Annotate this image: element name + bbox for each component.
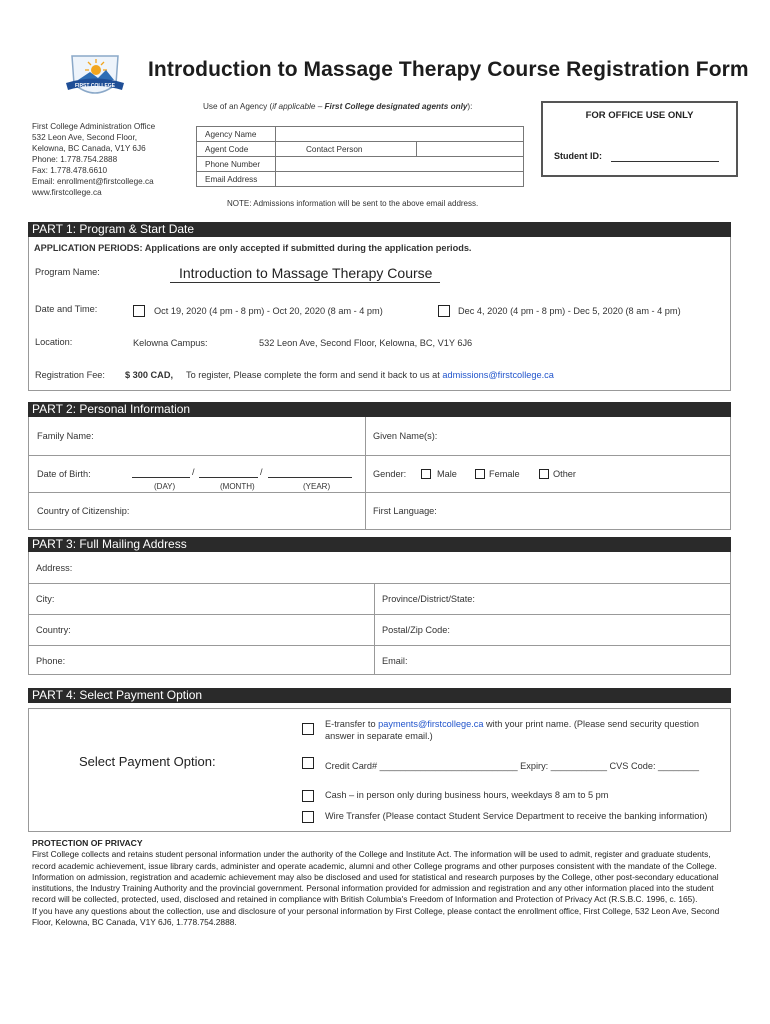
dob-month-field[interactable]: [199, 477, 258, 478]
divider: [28, 583, 731, 584]
part4-header: [28, 688, 731, 703]
office-info-line: www.firstcollege.ca: [32, 188, 102, 197]
given-names-label: Given Name(s):: [373, 431, 438, 441]
credit-card-label: Credit Card# ___________________________ Expiry: ___________ CVS Code: ________: [325, 761, 699, 771]
dob-day-caption: (DAY): [154, 482, 176, 491]
divider: [28, 614, 731, 615]
part3-title: PART 3: Full Mailing Address: [32, 537, 187, 551]
program-name-label: Program Name:: [35, 267, 100, 277]
registration-fee-label: Registration Fee:: [35, 370, 105, 380]
dob-separator: /: [192, 467, 195, 477]
office-info-line: Kelowna, BC Canada, V1Y 6J6: [32, 144, 146, 153]
etransfer-checkbox[interactable]: [302, 723, 314, 735]
program-name-underline: [170, 282, 440, 283]
date-option-2-checkbox[interactable]: [438, 305, 450, 317]
email-label: Email:: [382, 656, 408, 666]
divider: [28, 645, 731, 646]
application-periods: APPLICATION PERIODS: Applications are only accepted if submitted during the application periods.: [34, 243, 472, 253]
date-option-1-label: Oct 19, 2020 (4 pm - 8 pm) - Oct 20, 2020 (8 am - 4 pm): [154, 306, 383, 316]
admissions-email-link[interactable]: admissions@firstcollege.ca: [442, 370, 554, 380]
select-payment-label: Select Payment Option:: [79, 754, 216, 769]
date-option-1-checkbox[interactable]: [133, 305, 145, 317]
part1-title: PART 1: Program & Start Date: [32, 222, 195, 236]
contact-person-label: Contact Person: [276, 142, 417, 157]
dob-day-field[interactable]: [132, 477, 190, 478]
dob-year-caption: (YEAR): [303, 482, 331, 491]
gender-female-checkbox[interactable]: [475, 469, 485, 479]
part2-title: PART 2: Personal Information: [32, 402, 191, 416]
campus-address: 532 Leon Ave, Second Floor, Kelowna, BC, V1Y 6J6: [259, 338, 473, 348]
registration-fee-value: $ 300 CAD,: [125, 370, 174, 380]
gender-label: Gender:: [373, 469, 407, 479]
office-info-line: Phone: 1.778.754.2888: [32, 155, 118, 164]
college-logo: [60, 50, 130, 106]
family-name-label: Family Name:: [37, 431, 94, 441]
agency-name-field[interactable]: [276, 127, 524, 142]
agency-note: Use of an Agency (if applicable – First College designated agents only):: [203, 102, 473, 111]
privacy-title: PROTECTION OF PRIVACY: [32, 838, 143, 848]
office-use-box: [541, 101, 738, 177]
payments-email-link[interactable]: payments@firstcollege.ca: [378, 719, 484, 729]
student-id-field[interactable]: [611, 161, 719, 162]
date-option-2-label: Dec 4, 2020 (4 pm - 8 pm) - Dec 5, 2020 (8 am - 4 pm): [458, 306, 681, 316]
office-info-line: Fax: 1.778.478.6610: [32, 166, 108, 175]
student-id-label: Student ID:: [554, 151, 602, 161]
admissions-note: NOTE: Admissions information will be sent to the above email address.: [227, 199, 479, 208]
location-label: Location:: [35, 337, 73, 347]
part3-header: [28, 537, 731, 552]
email-address-field[interactable]: [276, 172, 524, 187]
office-info: [32, 121, 155, 198]
contact-person-field[interactable]: [417, 142, 524, 157]
program-name-value: Introduction to Massage Therapy Course: [179, 265, 433, 281]
office-info-line: 532 Leon Ave, Second Floor,: [32, 133, 138, 142]
dob-separator: /: [260, 467, 263, 477]
phone-label: Phone:: [36, 656, 66, 666]
part1-header: [28, 222, 731, 237]
cash-label: Cash – in person only during business hours, weekdays 8 am to 5 pm: [325, 790, 609, 800]
agency-table: [196, 126, 524, 187]
divider: [28, 492, 731, 493]
office-use-title: FOR OFFICE USE ONLY: [585, 110, 694, 121]
agent-code-label: Agent Code: [197, 142, 276, 157]
dob-month-caption: (MONTH): [220, 482, 255, 491]
svg-text:FIRST COLLEGE: FIRST COLLEGE: [75, 83, 115, 89]
province-label: Province/District/State:: [382, 594, 475, 604]
registration-instructions: To register, Please complete the form and send it back to us at admissions@firstcollege.ca: [186, 370, 554, 380]
email-address-label: Email Address: [197, 172, 276, 187]
dob-label: Date of Birth:: [37, 469, 91, 479]
campus-name: Kelowna Campus:: [133, 338, 208, 348]
divider: [374, 583, 375, 675]
phone-number-field[interactable]: [276, 157, 524, 172]
divider: [28, 455, 731, 456]
part2-header: [28, 402, 731, 417]
divider: [365, 417, 366, 530]
privacy-section: [32, 838, 730, 928]
date-time-label: Date and Time:: [35, 304, 98, 314]
gender-male-checkbox[interactable]: [421, 469, 431, 479]
gender-other-label: Other: [553, 469, 576, 479]
part4-title: PART 4: Select Payment Option: [32, 688, 203, 702]
privacy-paragraph: First College collects and retains student personal information under the authority of the College and Institute Act. The information will be used to admit, register and graduate students, record academic achievement, issue library cards, administer and operate academic, alumni and other College programs and other purposes consistent with the mandate of the College. Information on admission, registration and academic achievement may also be disclosed and used for statistical and research purposes by the College, other post-secondary educational institutions, the Industry Training Authority and the provincial government. Personal information provided for admission and registration and any other information placed into the student record will be collected, protected, used, disclosed and retained in compliance with British Columbia's Freedom of Information and Protection of Privacy Act (R.S.B.C. 1996, c. 165).: [32, 849, 719, 905]
gender-other-checkbox[interactable]: [539, 469, 549, 479]
wire-transfer-label: Wire Transfer (Please contact Student Service Department to receive the banking information): [325, 811, 708, 821]
credit-card-checkbox[interactable]: [302, 757, 314, 769]
office-info-line: First College Administration Office: [32, 122, 156, 131]
cash-checkbox[interactable]: [302, 790, 314, 802]
dob-year-field[interactable]: [268, 477, 352, 478]
gender-female-label: Female: [489, 469, 520, 479]
country-label: Country:: [36, 625, 71, 635]
gender-male-label: Male: [437, 469, 457, 479]
wire-transfer-checkbox[interactable]: [302, 811, 314, 823]
phone-number-label: Phone Number: [197, 157, 276, 172]
postal-code-label: Postal/Zip Code:: [382, 625, 450, 635]
first-language-label: First Language:: [373, 506, 437, 516]
address-label: Address:: [36, 563, 73, 573]
citizenship-label: Country of Citizenship:: [37, 506, 130, 516]
privacy-paragraph: If you have any questions about the collection, use and disclosure of your personal information by First College, please contact the enrollment office, First College, 532 Leon Ave, Second Floor, Kelowna, BC Canada, V1Y 6J6, 1.778.754.2888.: [32, 905, 720, 928]
page-title: Introduction to Massage Therapy Course Registration Form: [148, 58, 749, 81]
etransfer-label: E-transfer to payments@firstcollege.ca with your print name. (Please send security question answer in separate email.): [325, 719, 699, 741]
city-label: City:: [36, 594, 55, 604]
agency-name-label: Agency Name: [197, 127, 276, 142]
office-info-line: Email: enrollment@firstcollege.ca: [32, 177, 154, 186]
